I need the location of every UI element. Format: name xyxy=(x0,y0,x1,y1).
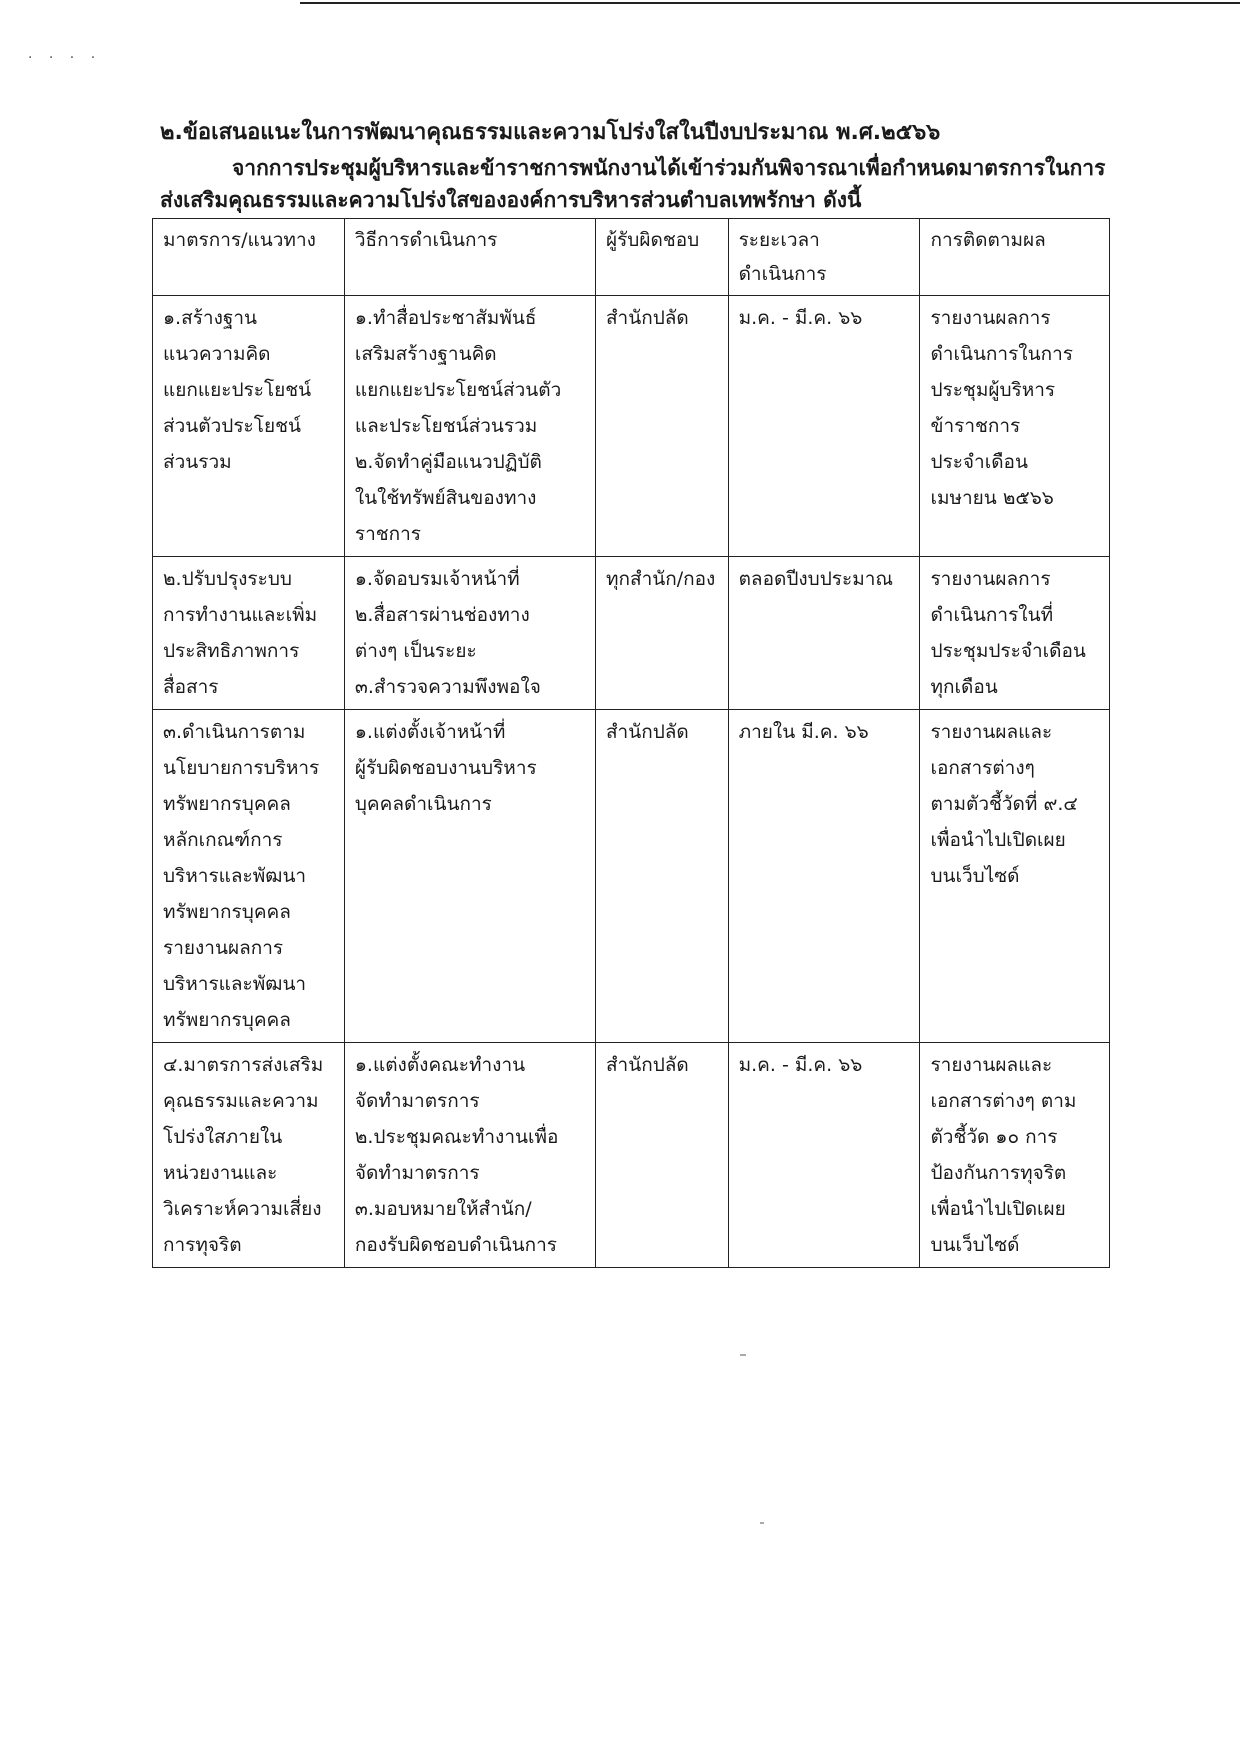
cell-line: แยกแยะประโยชน์ส่วนตัว xyxy=(354,379,562,401)
cell-line: ๓.มอบหมายให้สำนัก/ xyxy=(354,1198,532,1220)
cell-line: กองรับผิดชอบดำเนินการ xyxy=(354,1234,558,1256)
cell-line: หลักเกณฑ์การ xyxy=(163,829,283,851)
cell-measure xyxy=(153,1043,345,1268)
cell-line: สำนักปลัด xyxy=(605,307,689,329)
cell-line: ในใช้ทรัพย์สินของทาง xyxy=(354,487,537,509)
intro-line-1: จากการประชุมผู้บริหารและข้าราชการพนักงานได้เข้าร่วมกันพิจารณาเพื่อกำหนดมาตรการในการ xyxy=(232,156,1106,180)
cell-line: คุณธรรมและความ xyxy=(163,1090,319,1112)
table-row xyxy=(153,296,1110,557)
cell-line: ส่วนตัวประโยชน์ xyxy=(163,415,301,437)
cell-line: ดำเนินการในที่ xyxy=(930,604,1054,626)
cell-line: เมษายน ๒๕๖๖ xyxy=(930,487,1054,509)
cell-measure xyxy=(153,557,345,710)
cell-line: ตลอดปีงบประมาณ xyxy=(738,568,894,590)
cell-measure xyxy=(153,710,345,1043)
cell-line: ม.ค. - มี.ค. ๖๖ xyxy=(738,1054,863,1076)
header-period-line: ดำเนินการ xyxy=(738,263,827,285)
cell-line: บนเว็บไซด์ xyxy=(930,1234,1020,1256)
measures-table xyxy=(152,218,1110,1268)
cell-line: ทรัพยากรบุคคล xyxy=(163,1009,291,1031)
cell-followup xyxy=(920,296,1110,557)
cell-line: เอกสารต่างๆ xyxy=(930,757,1035,779)
table-row xyxy=(153,557,1110,710)
cell-line: ผู้รับผิดชอบงานบริหาร xyxy=(354,757,537,779)
cell-line: สำนักปลัด xyxy=(605,721,689,743)
cell-line: รายงานผลและ xyxy=(930,1054,1053,1076)
cell-line: เพื่อนำไปเปิดเผย xyxy=(930,1198,1066,1220)
header-period xyxy=(728,219,920,296)
top-rule xyxy=(300,2,1240,4)
header-followup: การติดตามผล xyxy=(920,219,1110,296)
cell-line: เสริมสร้างฐานคิด xyxy=(354,343,497,365)
table-header-row xyxy=(153,219,1110,296)
cell-line: จัดทำมาตรการ xyxy=(354,1090,480,1112)
cell-line: แนวความคิด xyxy=(163,343,271,365)
cell-measure xyxy=(153,296,345,557)
cell-responsible xyxy=(595,710,728,1043)
cell-line: ประสิทธิภาพการ xyxy=(163,640,300,662)
cell-line: ประจำเดือน xyxy=(930,451,1028,473)
cell-line: ทรัพยากรบุคคล xyxy=(163,793,291,815)
cell-line: จัดทำมาตรการ xyxy=(354,1162,480,1184)
cell-responsible xyxy=(595,296,728,557)
cell-method xyxy=(344,710,595,1043)
table-row xyxy=(153,710,1110,1043)
cell-line: แยกแยะประโยชน์ xyxy=(163,379,312,401)
cell-line: ต่างๆ เป็นระยะ xyxy=(354,640,477,662)
cell-line: เอกสารต่างๆ ตาม xyxy=(930,1090,1077,1112)
cell-line: นโยบายการบริหาร xyxy=(163,757,320,779)
cell-period xyxy=(728,557,920,710)
cell-line: สื่อสาร xyxy=(163,676,219,698)
cell-line: ๒.ประชุมคณะทำงานเพื่อ xyxy=(354,1126,559,1148)
cell-line: ๒.ปรับปรุงระบบ xyxy=(163,568,292,590)
cell-line: ตัวชี้วัด ๑๐ การ xyxy=(930,1126,1058,1148)
cell-line: ภายใน มี.ค. ๖๖ xyxy=(738,721,869,743)
cell-line: ทุกสำนัก/กอง xyxy=(605,568,716,590)
cell-responsible xyxy=(595,557,728,710)
cell-line: ดำเนินการในการ xyxy=(930,343,1073,365)
header-period-line: ระยะเวลา xyxy=(738,229,820,251)
cell-line: ๑.จัดอบรมเจ้าหน้าที่ xyxy=(354,568,520,590)
cell-line: บุคคลดำเนินการ xyxy=(354,793,492,815)
cell-line: ทรัพยากรบุคคล xyxy=(163,901,291,923)
cell-line: ๒.สื่อสารผ่านช่องทาง xyxy=(354,604,530,626)
header-measure: มาตรการ/แนวทาง xyxy=(153,219,345,296)
cell-line: ม.ค. - มี.ค. ๖๖ xyxy=(738,307,863,329)
cell-responsible xyxy=(595,1043,728,1268)
section-heading: ๒.ข้อเสนอแนะในการพัฒนาคุณธรรมและความโปร่งใสในปีงบประมาณ พ.ศ.๒๕๖๖ xyxy=(160,120,941,145)
cell-line: วิเคราะห์ความเสี่ยง xyxy=(163,1198,322,1220)
cell-line: ๑.แต่งตั้งคณะทำงาน xyxy=(354,1054,526,1076)
cell-followup xyxy=(920,1043,1110,1268)
cell-method xyxy=(344,557,595,710)
cell-line: รายงานผลการ xyxy=(163,937,284,959)
cell-line: ๑.ทำสื่อประชาสัมพันธ์ xyxy=(354,307,537,329)
cell-line: ส่วนรวม xyxy=(163,451,232,473)
cell-method xyxy=(344,1043,595,1268)
cell-line: ข้าราชการ xyxy=(930,415,1021,437)
cell-line: หน่วยงานและ xyxy=(163,1162,278,1184)
cell-line: โปร่งใสภายใน xyxy=(163,1126,283,1148)
cell-line: รายงานผลการ xyxy=(930,568,1051,590)
cell-line: ประชุมประจำเดือน xyxy=(930,640,1086,662)
cell-followup xyxy=(920,710,1110,1043)
cell-line: การทำงานและเพิ่ม xyxy=(163,604,318,626)
cell-line: ทุกเดือน xyxy=(930,676,998,698)
cell-line: ๑.แต่งตั้งเจ้าหน้าที่ xyxy=(354,721,506,743)
scan-speck xyxy=(740,1354,746,1356)
cell-line: การทุจริต xyxy=(163,1234,242,1256)
cell-line: บนเว็บไซด์ xyxy=(930,865,1020,887)
cell-followup xyxy=(920,557,1110,710)
cell-line: รายงานผลและ xyxy=(930,721,1053,743)
cell-line: และประโยชน์ส่วนรวม xyxy=(354,415,538,437)
header-responsible: ผู้รับผิดชอบ xyxy=(595,219,728,296)
cell-line: ราชการ xyxy=(354,523,422,545)
cell-method xyxy=(344,296,595,557)
cell-line: ๓.สำรวจความพึงพอใจ xyxy=(354,676,541,698)
table-body xyxy=(153,296,1110,1268)
scan-specks: · · · · xyxy=(28,50,102,66)
cell-line: ตามตัวชี้วัดที่ ๙.๔ xyxy=(930,793,1078,815)
cell-line: ๓.ดำเนินการตาม xyxy=(163,721,306,743)
table-row xyxy=(153,1043,1110,1268)
cell-line: ๒.จัดทำคู่มือแนวปฏิบัติ xyxy=(354,451,542,473)
header-method: วิธีการดำเนินการ xyxy=(344,219,595,296)
cell-line: บริหารและพัฒนา xyxy=(163,865,307,887)
scan-speck xyxy=(760,1522,764,1524)
intro-line-2: ส่งเสริมคุณธรรมและความโปร่งใสขององค์การบริหารส่วนตำบลเทพรักษา ดังนี้ xyxy=(160,188,862,212)
cell-line: เพื่อนำไปเปิดเผย xyxy=(930,829,1066,851)
cell-line: ๔.มาตรการส่งเสริม xyxy=(163,1054,324,1076)
cell-line: บริหารและพัฒนา xyxy=(163,973,307,995)
cell-period xyxy=(728,1043,920,1268)
cell-line: ป้องกันการทุจริต xyxy=(930,1162,1067,1184)
cell-period xyxy=(728,710,920,1043)
cell-line: ประชุมผู้บริหาร xyxy=(930,379,1056,401)
cell-line: สำนักปลัด xyxy=(605,1054,689,1076)
cell-period xyxy=(728,296,920,557)
cell-line: รายงานผลการ xyxy=(930,307,1051,329)
cell-line: ๑.สร้างฐาน xyxy=(163,307,257,329)
